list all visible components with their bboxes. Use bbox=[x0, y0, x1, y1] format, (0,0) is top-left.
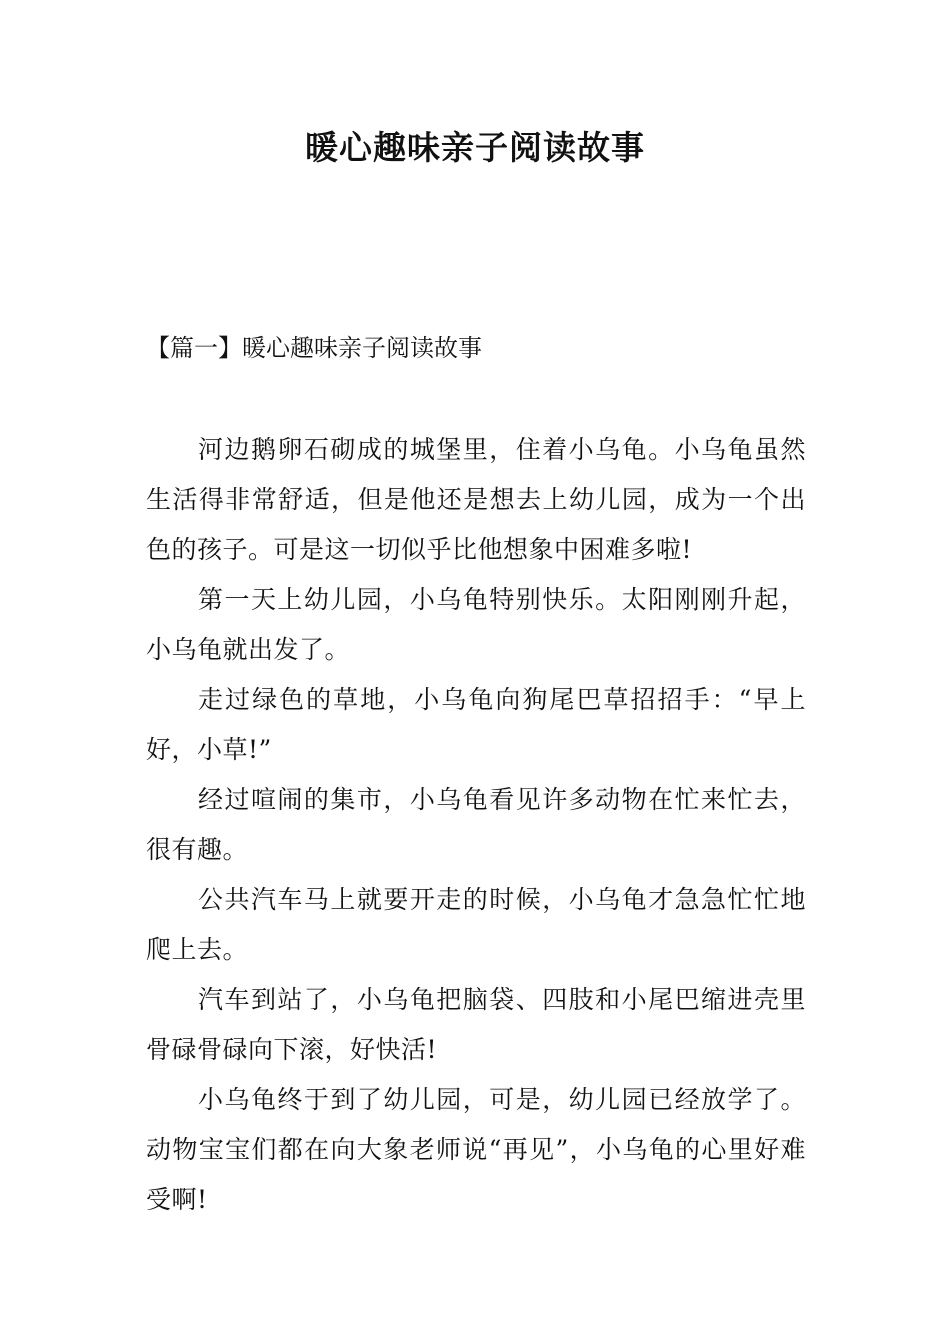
story-paragraph-7: 小乌龟终于到了幼儿园，可是，幼儿园已经放学了。动物宝宝们都在向大象老师说“再见”，小乌龟的心里好难受啊! bbox=[146, 1085, 806, 1214]
story-paragraph-1: 河边鹅卵石砌成的城堡里，住着小乌龟。小乌龟虽然生活得非常舒适，但是他还是想去上幼儿园，成为一个出色的孩子。可是这一切似乎比他想象中困难多啦! bbox=[146, 435, 806, 564]
story-body bbox=[146, 425, 806, 1225]
story-paragraph-6: 汽车到站了，小乌龟把脑袋、四肢和小尾巴缩进壳里骨碌骨碌向下滚，好快活! bbox=[146, 985, 806, 1064]
section-heading: 【篇一】暖心趣味亲子阅读故事 bbox=[146, 334, 482, 362]
story-paragraph-3: 走过绿色的草地，小乌龟向狗尾巴草招招手：“早上好，小草!” bbox=[146, 685, 806, 764]
story-paragraph-2: 第一天上幼儿园，小乌龟特别快乐。太阳刚刚升起，小乌龟就出发了。 bbox=[146, 585, 806, 664]
story-paragraph-4: 经过喧闹的集市，小乌龟看见许多动物在忙来忙去，很有趣。 bbox=[146, 785, 806, 864]
story-paragraph-5: 公共汽车马上就要开走的时候，小乌龟才急急忙忙地爬上去。 bbox=[146, 885, 806, 964]
document-title: 暖心趣味亲子阅读故事 bbox=[305, 128, 645, 167]
